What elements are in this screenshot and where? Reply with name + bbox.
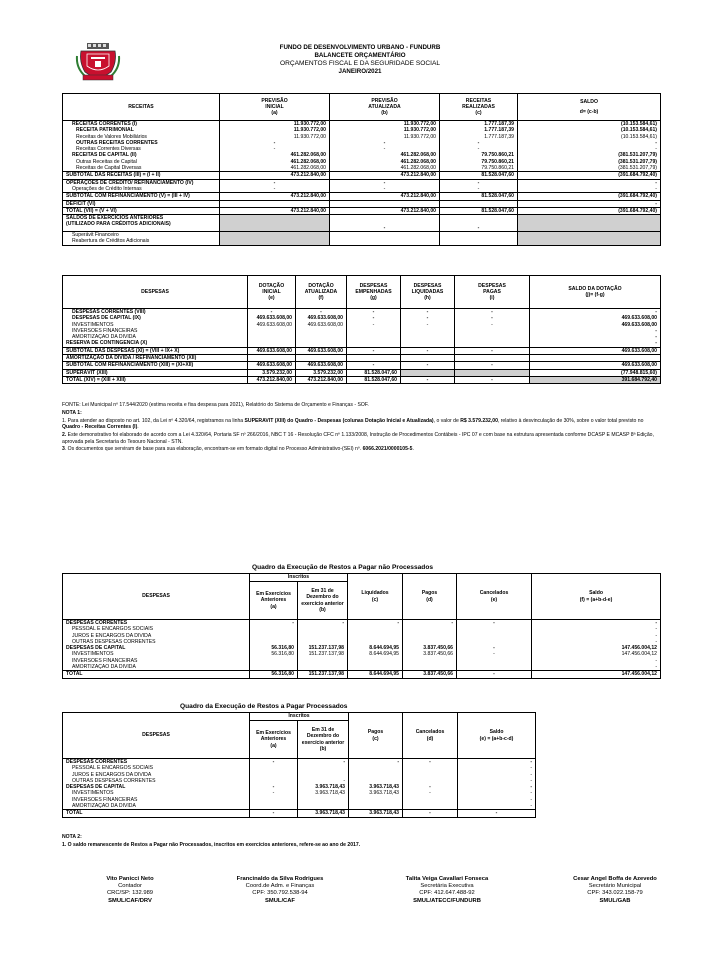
cell-d: - (403, 784, 458, 790)
row-label: AMORTIZAÇÃO DA DÍVIDA (63, 803, 250, 810)
signature-doc: CPF: 343.022.158-79 (587, 890, 643, 897)
cell-d (403, 664, 457, 671)
cell-d: 3.837.450,66 (403, 651, 457, 657)
signature-name: Vito Panicci Neto (106, 876, 154, 882)
superavit-financeiro-row: Superávit Financeiro Reabertura de Créditos Adicionais (63, 232, 661, 246)
rp-p-despesas-header: DESPESAS (63, 713, 250, 759)
signature-role: Secretário Municipal (588, 883, 642, 890)
cell-c: 3.963.718,43 (349, 790, 403, 796)
rp-nao-processados-title: Quadro da Execução de Restos a Pagar não Processados (252, 564, 434, 571)
rp-np-despesas-header: DESPESAS (63, 574, 250, 620)
total-despesas-row: TOTAL (XIV) = (XIII + XIII) 473.212.840,00 473.212.840,00 81.528.047,60 - - 391.684.792,40 (63, 376, 661, 383)
receitas-realizadas-header: RECEITAS REALIZADAS (c) (440, 94, 518, 121)
cell-c: - (349, 759, 403, 766)
table-row: DESPESAS DE CAPITAL (IX) 469.633.608,00 469.633.608,00 - - - 469.633.608,00 (63, 315, 661, 321)
cell-b: - (298, 778, 349, 784)
cell-e: - (457, 645, 532, 651)
cell-b: 3.963.718,43 (298, 790, 349, 796)
row-label: OUTRAS DESPESAS CORRENTES (63, 778, 250, 784)
cell-f: - (532, 626, 661, 632)
dotacao-inicial-header: DOTAÇÃO INICIAL (e) (248, 276, 296, 309)
despesas-empenhadas-header: DESPESAS EMPENHADAS (g) (347, 276, 401, 309)
table-row: Receitas de Valores Mobiliários 11.930.772,00 11.930.772,00 1.777.187,39 (10.153.584,61) (63, 134, 661, 140)
table-row: OUTRAS RECEITAS CORRENTES - - - - (63, 140, 661, 146)
row-label: JUROS E ENCARGOS DA DÍVIDA (63, 772, 250, 778)
header-fund-title: FUNDO DE DESENVOLVIMENTO URBANO - FUNDURB (279, 44, 441, 51)
row-label: DESPESAS DE CAPITAL (63, 645, 250, 651)
row-label: INVESTIMENTOS (63, 651, 250, 657)
cell-f: 147.456.004,12 (532, 651, 661, 657)
sao-paulo-coat-of-arms-logo (75, 42, 121, 82)
receitas-header-row (63, 94, 661, 121)
cell-c: 8.644.694,95 (348, 651, 403, 657)
cell-e: - (458, 778, 536, 784)
cell-a: - (250, 790, 298, 796)
header-report-title: BALANCETE ORÇAMENTÁRIO (314, 52, 406, 59)
signature-name: Francinaldo da Silva Rodrigues (236, 876, 324, 882)
table-row (63, 664, 661, 671)
rp-p-total-row: TOTAL - 3.963.718,43 3.963.718,43 - - (63, 810, 536, 817)
note2-section (62, 834, 662, 850)
cell-b: - (298, 759, 349, 766)
previsao-inicial-header: PREVISÃO INICIAL (a) (220, 94, 330, 121)
table-row: INVERSÕES FINANCEIRAS - (63, 328, 661, 334)
table-row: INVESTIMENTOS 469.633.608,00 469.633.608,00 - - - 469.633.608,00 (63, 322, 661, 328)
row-label: DESPESAS CORRENTES (63, 620, 250, 627)
note1-item3: 3. Os documentos que serviram de base para sua elaboração, encontram-se em formato digital no Processo Administrativo-(SEI) nº. 6066.2021/0000105-5. (62, 446, 414, 453)
cell-f: 147.456.004,12 (532, 645, 661, 651)
rp-processados-title: Quadro da Execução de Restos a Pagar Processados (180, 703, 348, 710)
table-row: AMORTIZAÇÃO DA DÍVIDA - (63, 334, 661, 340)
rp-np-dezembro-header: Em 31 de Dezembro do exercício anterior (b) (298, 582, 348, 620)
signature-dept: SMUL/CAF (265, 897, 295, 904)
row-label: PESSOAL E ENCARGOS SOCIAIS (63, 626, 250, 632)
cell-f: - (532, 664, 661, 671)
dotacao-atualizada-header: DOTAÇÃO ATUALIZADA (f) (296, 276, 347, 309)
cell-c (348, 664, 403, 671)
saldo-header: SALDO d= (c-b) (518, 94, 661, 121)
rp-np-pagos-header: Pagos (d) (403, 574, 457, 620)
signature-block (372, 876, 522, 905)
deficit-row: DÉFICIT (VI) - (63, 200, 661, 207)
cell-a: 56.316,80 (250, 645, 298, 651)
subtotal-refinanciamento-row: SUBTOTAL COM REFINANCIAMENTO (V) = (III + IV) 473.212.840,00 473.212.840,00 81.528.047,60 (391.684.792,40) (63, 193, 661, 200)
signature-name: Cesar Angel Boffa de Azevedo (573, 876, 657, 882)
table-row (63, 803, 536, 810)
row-label: DESPESAS CORRENTES (63, 759, 250, 766)
table-row: RESERVA DE CONTINGÊNCIA (X) - (63, 340, 661, 347)
cell-a (250, 803, 298, 810)
subtotal-refinanciamento-despesas-row: SUBTOTAL COM REFINANCIAMENTO (XIII) = (XI+XII) 469.633.608,00 469.633.608,00 - - - 469.633.608,00 (63, 362, 661, 369)
cell-a: - (250, 759, 298, 766)
cell-e: - (458, 765, 536, 771)
signature-dept: SMUL/GAB (599, 897, 631, 904)
rp-p-cancelados-header: Cancelados (d) (403, 713, 458, 759)
cell-e: - (458, 772, 536, 778)
cell-b (298, 803, 349, 810)
signature-role: Contador (118, 883, 142, 890)
cell-f: - (532, 639, 661, 645)
row-label: OUTRAS DESPESAS CORRENTES (63, 639, 250, 645)
cell-d: - (403, 759, 458, 766)
rp-np-liquidados-header: Liquidados (c) (348, 574, 403, 620)
table-row: DESPESAS CORRENTES (VIII) - - - - - - (63, 309, 661, 316)
rp-p-inscritos-header: Inscritos (250, 713, 349, 721)
cell-d: - (403, 790, 458, 796)
note1-item1: 1. Para atender ao disposto no art. 102, da Lei nº 4.320/64, registramos na linha SUPERAVIT (XIII) do Quadro - Despesas (colunas Dotação Inicial e Atualizada), o valor de R$ 3.579.232,00, relativo à desvinculação de 30%, sobre o valor total previsto no Quadro - Receitas Correntes (I). (62, 417, 644, 431)
cell-e: - (458, 790, 536, 796)
signature-name: Talita Veiga Cavallari Fonseca (405, 876, 489, 882)
signature-dept: SMUL/CAF/DRV (108, 897, 152, 904)
saldo-dotacao-header: SALDO DA DOTAÇÃO (j)= (f-g) (530, 276, 661, 309)
table-row (63, 759, 536, 766)
cell-b: 151.237.137,98 (298, 645, 348, 651)
cell-d (403, 803, 458, 810)
cell-f: - (532, 620, 661, 627)
rp-p-dezembro-header: Em 31 de Dezembro do exercício anterior (b) (298, 721, 349, 759)
note1-title: NOTA 1: (62, 409, 82, 416)
cell-e (457, 664, 532, 671)
cell-e: - (458, 803, 536, 810)
cell-d: - (403, 620, 457, 627)
signature-doc: CPF: 412.647.488-92 (419, 890, 475, 897)
row-label: INVESTIMENTOS (63, 790, 250, 796)
signature-block (55, 876, 205, 905)
cell-a: - (250, 620, 298, 627)
source-note: FONTE: Lei Municipal nº 17.544/2020 (estima receita e fixa despesa para 2021), Relatório do Sistema de Orçamento e Finanças - SOF. (62, 402, 369, 408)
cell-b: 151.237.137,98 (298, 651, 348, 657)
rp-p-header-row1 (63, 713, 536, 721)
rp-np-inscritos-header: Inscritos (250, 574, 348, 582)
note2-title: NOTA 2: (62, 834, 82, 840)
rp-np-anteriores-header: Em Exercícios Anteriores (a) (250, 582, 298, 620)
saldos-anteriores-row: SALDOS DE EXERCÍCIOS ANTERIORES (UTILIZADO PARA CRÉDITOS ADICIONAIS) - - (63, 215, 661, 232)
subtotal-receitas-row: SUBTOTAL DAS RECEITAS (III) = (I + II) 473.212.840,00 473.212.840,00 81.528.047,60 (391.684.792,40) (63, 172, 661, 179)
row-label: DESPESAS DE CAPITAL (63, 784, 250, 790)
rp-np-saldo-header: Saldo (f) = (a+b-d-e) (532, 574, 661, 620)
receitas-header: RECEITAS (63, 94, 220, 121)
row-label: INVERSÕES FINANCEIRAS (63, 797, 250, 803)
despesas-header-row (63, 276, 661, 309)
signature-block (540, 876, 690, 905)
signature-doc: CPF: 350.792.538-94 (252, 890, 308, 897)
cell-c: 3.963.718,43 (349, 784, 403, 790)
despesas-pagas-header: DESPESAS PAGAS (i) (455, 276, 530, 309)
table-row: Receitas Correntes Diversas - - - - (63, 146, 661, 152)
cell-c: - (348, 620, 403, 627)
signature-role: Coord.de Adm. e Finanças (245, 883, 315, 890)
despesas-table (62, 275, 661, 384)
rp-p-pagos-header: Pagos (c) (349, 713, 403, 759)
cell-c: 8.644.694,95 (348, 645, 403, 651)
rp-processados-table (62, 712, 536, 818)
row-label: PESSOAL E ENCARGOS SOCIAIS (63, 765, 250, 771)
signature-dept: SMUL/ATECC/FUNDURB (413, 897, 481, 904)
signature-role: Secretária Executiva (420, 883, 474, 890)
superavit-row: SUPERÁVIT (XIII) 3.579.232,00 3.579.232,00 81.528.047,60 (77.948.815,60) (63, 369, 661, 376)
row-label: INVERSÕES FINANCEIRAS (63, 658, 250, 664)
amortizacao-refinanciamento-row: AMORTIZAÇÃO DA DÍVIDA / REFINANCIAMENTO (XII) (63, 355, 661, 362)
row-label: AMORTIZAÇÃO DA DÍVIDA (63, 664, 250, 671)
despesas-liquidadas-header: DESPESAS LIQUIDADAS (h) (401, 276, 455, 309)
despesas-header: DESPESAS (63, 276, 248, 309)
total-receitas-row: TOTAL (VII) = (V + VI) 473.212.840,00 473.212.840,00 81.528.047,60 (391.684.792,40) (63, 207, 661, 214)
cell-e: - (458, 784, 536, 790)
cell-f: - (532, 658, 661, 664)
rp-np-cancelados-header: Cancelados (e) (457, 574, 532, 620)
table-row: RECEITA PATRIMONIAL 11.930.772,00 11.930.772,00 1.777.187,39 (10.153.584,61) (63, 127, 661, 133)
signature-doc: CRC/SP: 132.989 (106, 890, 154, 897)
cell-d: 3.837.450,66 (403, 645, 457, 651)
subtotal-despesas-row: SUBTOTAL DAS DESPESAS (XI) = (VIII + IX+ X) 469.633.608,00 469.633.608,00 - - - 469.633.608,00 (63, 347, 661, 354)
cell-b: - (298, 620, 348, 627)
notes-section (62, 402, 662, 454)
cell-b (298, 664, 348, 671)
table-row: RECEITAS CORRENTES (I) 11.930.772,00 11.930.772,00 1.777.187,39 (10.153.584,61) (63, 121, 661, 128)
previsao-atualizada-header: PREVISÃO ATUALIZADA (b) (330, 94, 440, 121)
table-row: Receitas de Capital Diversas 461.282.068,00 461.282.068,00 79.750.860,21 (381.531.207,79) (63, 165, 661, 172)
row-label: JUROS E ENCARGOS DA DÍVIDA (63, 633, 250, 639)
cell-e: - (458, 797, 536, 803)
document-header (200, 44, 520, 76)
cell-a (250, 664, 298, 671)
cell-b: 3.963.718,43 (298, 784, 349, 790)
cell-e: - (457, 620, 532, 627)
note1-item2: 2. Este demonstrativo foi elaborado de acordo com a Lei 4.320/64, Portaria SF nº 266/2016, NBC T 16 - Resolução CFC nº 1.133/2008, Instrução de Procedimentos Contábeis - IPC 07 e com base na estrutura apresentada conforme DCASP E MCASP 8ª Edição, aprovada pela Secretaria do Tesouro Nacional - STN. (62, 432, 654, 445)
header-budget-title: ORÇAMENTOS FISCAL E DA SEGURIDADE SOCIAL (279, 60, 441, 67)
table-row: OPERAÇÕES DE CRÉDITO/ REFINANCIAMENTO (IV) - - - - (63, 179, 661, 186)
cell-a: 56.316,80 (250, 651, 298, 657)
cell-a: - (250, 784, 298, 790)
signature-block (205, 876, 355, 905)
rp-np-total-row: TOTAL 56.316,80 151.237.137,98 8.644.694,95 3.837.450,66 - 147.456.004,12 (63, 671, 661, 678)
header-period: JANEIRO/2021 (338, 68, 382, 75)
table-row: Operações de Crédito Internas - - - - (63, 186, 661, 193)
table-row (63, 620, 661, 627)
table-row: Outras Receitas de Capital 461.282.068,00 461.282.068,00 79.750.860,21 (381.531.207,79) (63, 159, 661, 165)
rp-nao-processados-table (62, 573, 661, 679)
cell-e: - (458, 759, 536, 766)
cell-e: - (457, 651, 532, 657)
note2-text: 1. O saldo remanescente de Restos a Pagar não Processados, inscritos em exercícios anteriores, refere-se ao ano de 2017. (62, 841, 361, 848)
receitas-table (62, 93, 661, 246)
cell-c (349, 803, 403, 810)
rp-np-header-row1 (63, 574, 661, 582)
rp-p-anteriores-header: Em Exercícios Anteriores (a) (250, 721, 298, 759)
rp-p-saldo-header: Saldo (e) = (a+b-c-d) (458, 713, 536, 759)
cell-f: - (532, 633, 661, 639)
table-row: RECEITAS DE CAPITAL (II) 461.282.068,00 461.282.068,00 79.750.860,21 (381.531.207,79) (63, 152, 661, 158)
